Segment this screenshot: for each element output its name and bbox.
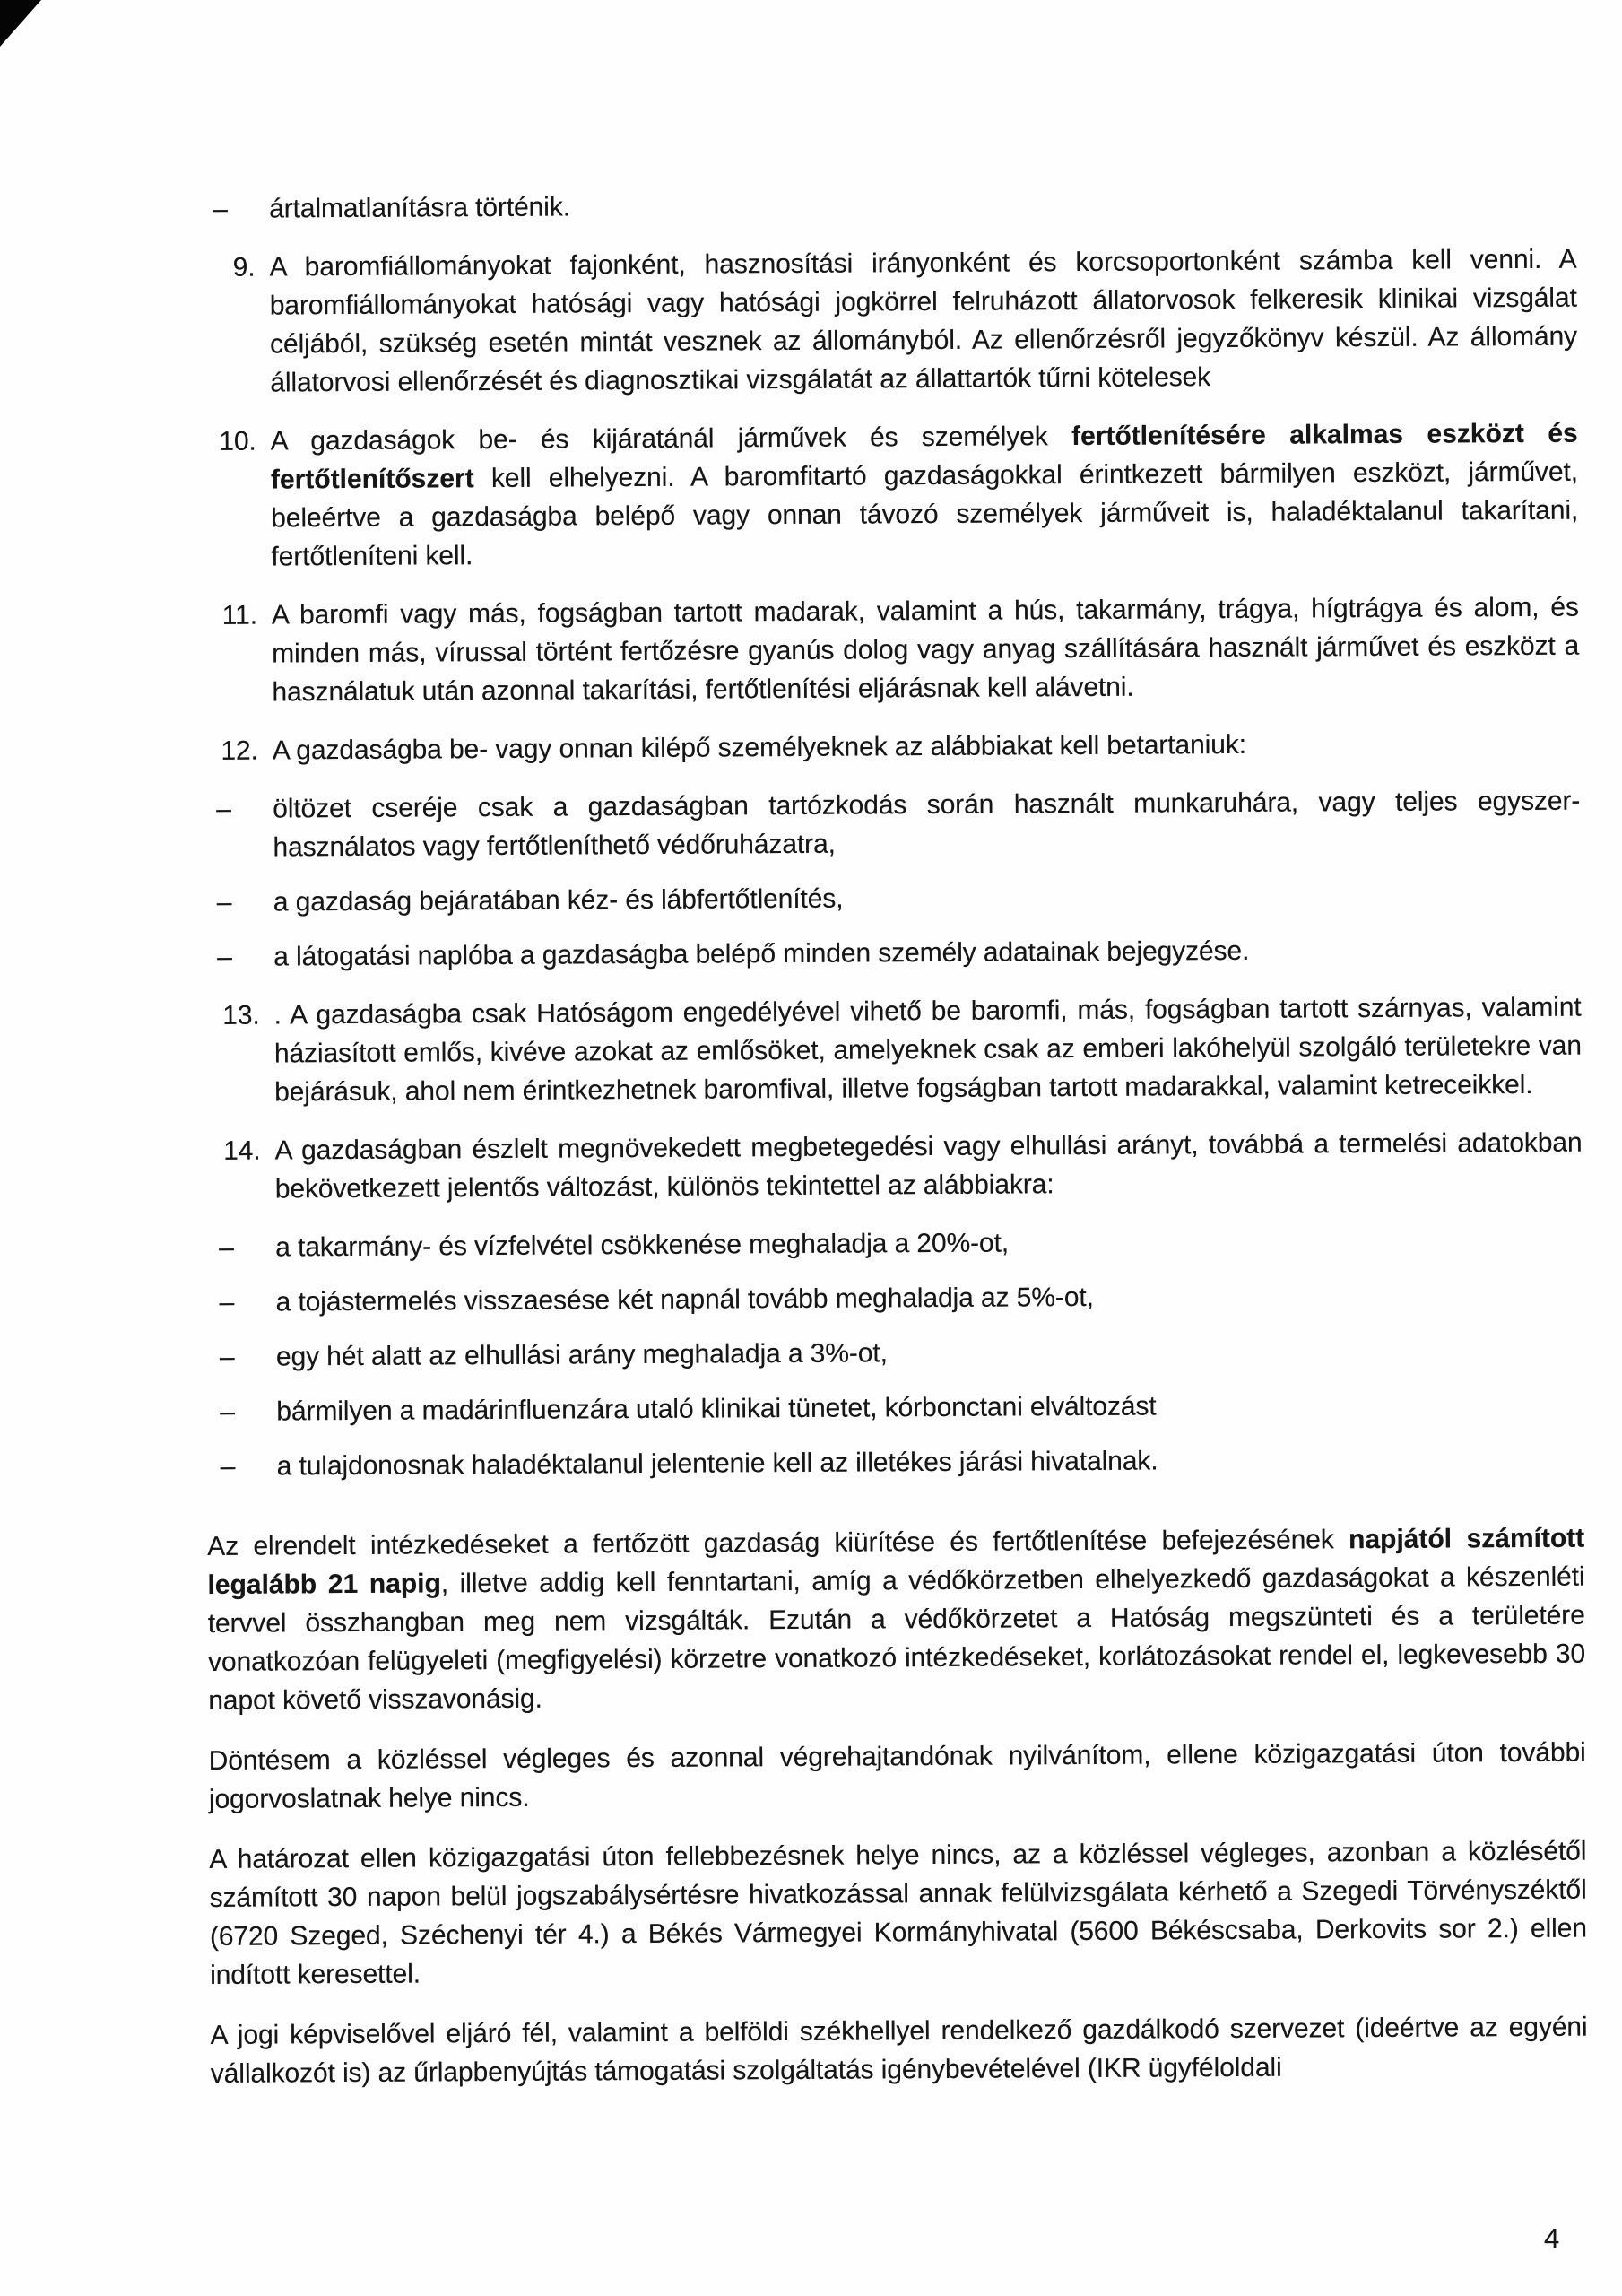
page-number: 4 [1544,2222,1560,2254]
bullet-text: a takarmány- és vízfelvétel csökkenése meghaladja a 20%-ot, [275,1228,1010,1263]
item-number: 11. [221,600,257,631]
item-text: A baromfiállományokat fajonként, hasznosítási irányonként és korcsoportonként számba kell venni. A baromfiállományokat hatósági vagy hatósági jogkörrel felruházott állatorvosok felkeresik klinikai vizsgálat céljából, szükség esetén mintát vesznek az állományból. Az ellenőrzésről jegyzőkönyv készül. Az állomány állatorvosi ellenőrzését és diagnosztikai vizsgálatát az állattartók tűrni kötelesek [269,244,1578,398]
paragraph [207,1519,1585,1720]
item-text [271,414,1579,577]
bullet-text: a látogatási naplóba a gazdaságba belépő minden személy adatainak bejegyzése. [273,935,1250,972]
numbered-item [203,724,1580,770]
dash-bullet-marker: – [219,1232,234,1263]
numbered-item [202,588,1580,712]
numbered-item [201,414,1579,577]
closing-section [207,1519,1588,2093]
bullet-text: a tulajdonosnak haladéktalanul jelentenie kell az illetékes járási hivatalnak. [276,1446,1158,1482]
dash-bullet-marker: – [216,794,231,824]
paragraph-run: Az elrendelt intézkedéseket a fertőzött gazdaság kiürítése és fertőtlenítése befejezésének [207,1525,1349,1561]
bullet-text: a gazdaság bejáratában kéz- és lábfertőtlenítés, [273,883,844,918]
list-item [204,930,1581,977]
dash-bullet-marker: – [220,1451,236,1482]
page-content [199,182,1588,2093]
dash-bullet-marker: – [220,1396,236,1427]
bullet-text: ártalmatlanításra történik. [269,192,571,224]
paragraph: Döntésem a közléssel végleges és azonnal végrehajtandónak nyilvánítom, ellene közigazgatási úton további jogorvoslatnak helye nincs. [208,1737,1586,1814]
list-item [207,1439,1584,1486]
item-text-bold-run: fertőtlenítésére alkalmas eszközt és fertőtlenítőszert [270,418,1578,495]
bullet-text: egy hét alatt az elhullási arány meghaladja a 3%-ot, [275,1338,888,1372]
dash-bullet-marker: – [219,1342,235,1372]
numbered-item [199,240,1577,403]
list-item [206,1330,1583,1377]
paragraph: A határozat ellen közigazgatási úton fellebbezésnek helye nincs, az a közléssel végleges, azonban a közlésétől számított 30 napon belül jogszabálysértésre hivatkozással annak felülvizsgálata kérhető a Szegedi Törvényszéktől (6720 Szeged, Széchenyi tér 4.) a Békés Vármegyei Kormányhivatal (5600 Békéscsaba, Derkovits sor 2.) ellen indított keresettel. [209,1836,1587,1990]
dash-bullet-marker: – [216,887,232,918]
dash-bullet-marker: – [217,942,232,972]
item-text-run: A gazdaságok be- és kijáratánál járművek és személyek [270,422,1072,457]
dash-bullet-marker: – [219,1287,235,1318]
dash-bullet-marker: – [213,194,228,224]
item-number: 13. [222,1000,260,1031]
item-number: 9. [232,252,256,283]
list-item [204,875,1581,922]
numbered-item [204,988,1582,1112]
bullet-text: bármilyen a madárinfluenzára utaló klinikai tünetet, kórbonctani elváltozást [276,1391,1157,1427]
item-text: A gazdaságban észlelt megnövekedett megbetegedési vagy elhullási arányt, továbbá a termelési adatokban bekövetkezett jelentős változást, különös tekintettel az alábbiakra: [274,1127,1583,1205]
bullet-text: öltözet cseréje csak a gazdaságban tartózkodás során használt munkaruhára, vagy teljes egyszer-használatos vagy fertőtleníthető védőruházatra, [273,786,1581,863]
list-item [205,1275,1583,1322]
list-item [206,1385,1583,1431]
paragraph-bold-run: napjától számított legalább 21 napig [207,1523,1585,1600]
item-text: . A gazdaságba csak Hatóságom engedélyével vihető be baromfi, más, fogságban tartott szárnyas, valamint háziasított emlős, kivéve azokat az emlősöket, amelyeknek csak az emberi lakóhelyül szolgáló területekre van bejárásuk, ahol nem érintkezhetnek baromfival, illetve fogságban tartott madarakkal, valamint ketreceikkel. [273,992,1582,1108]
item-text-run: kell elhelyezni. A baromfitartó gazdaságokkal érintkezett bármilyen eszközt, járművet, beleértve a gazdaságba belépő vagy onnan távozó személyek járműveit is, haladéktalanul takarítani, fertőtleníteni kell. [271,457,1579,572]
numbered-item [204,1124,1582,1209]
paragraph-run: , illetve addig kell fenntartani, amíg a védőkörzetben elhelyezkedő gazdaságokat a készenléti tervvel összhangban meg nem vizsgálták. Ezután a védőkörzetet a Hatóság megszünteti és a területére vonatkozóan felügyeleti (megfigyelési) körzetre vonatkozó intézkedéseket, korlátozásokat rendel el, legkevesebb 30 napot követő visszavonásig. [207,1561,1586,1716]
item-number: 12. [221,735,258,766]
list-item [203,782,1580,867]
scan-corner-artifact [0,0,41,47]
bullet-text: a tojástermelés visszaesése két napnál tovább meghaladja az 5%-ot, [275,1282,1094,1318]
list-item [205,1221,1583,1267]
item-number: 14. [223,1135,261,1166]
item-number: 10. [219,426,256,457]
item-text: A gazdaságba be- vagy onnan kilépő személyeknek az alábbiakat kell betartaniuk: [272,729,1247,766]
list-item [199,182,1576,229]
item-text: A baromfi vagy más, fogságban tartott madarak, valamint a hús, takarmány, trágya, hígtrágya és alom, és minden más, vírussal történt fertőzésre gyanús dolog vagy anyag szállítására használt járművet és eszközt a használatuk után azonnal takarítási, fertőtlenítési eljárásnak kell alávetni. [271,592,1580,708]
paragraph: A jogi képviselővel eljáró fél, valamint a belföldi székhellyel rendelkező gazdálkodó szervezet (ideértve az egyéni vállalkozót is) az űrlapbenyújtás támogatási szolgáltatás igénybevételével (IKR ügyféloldali [210,2012,1588,2089]
